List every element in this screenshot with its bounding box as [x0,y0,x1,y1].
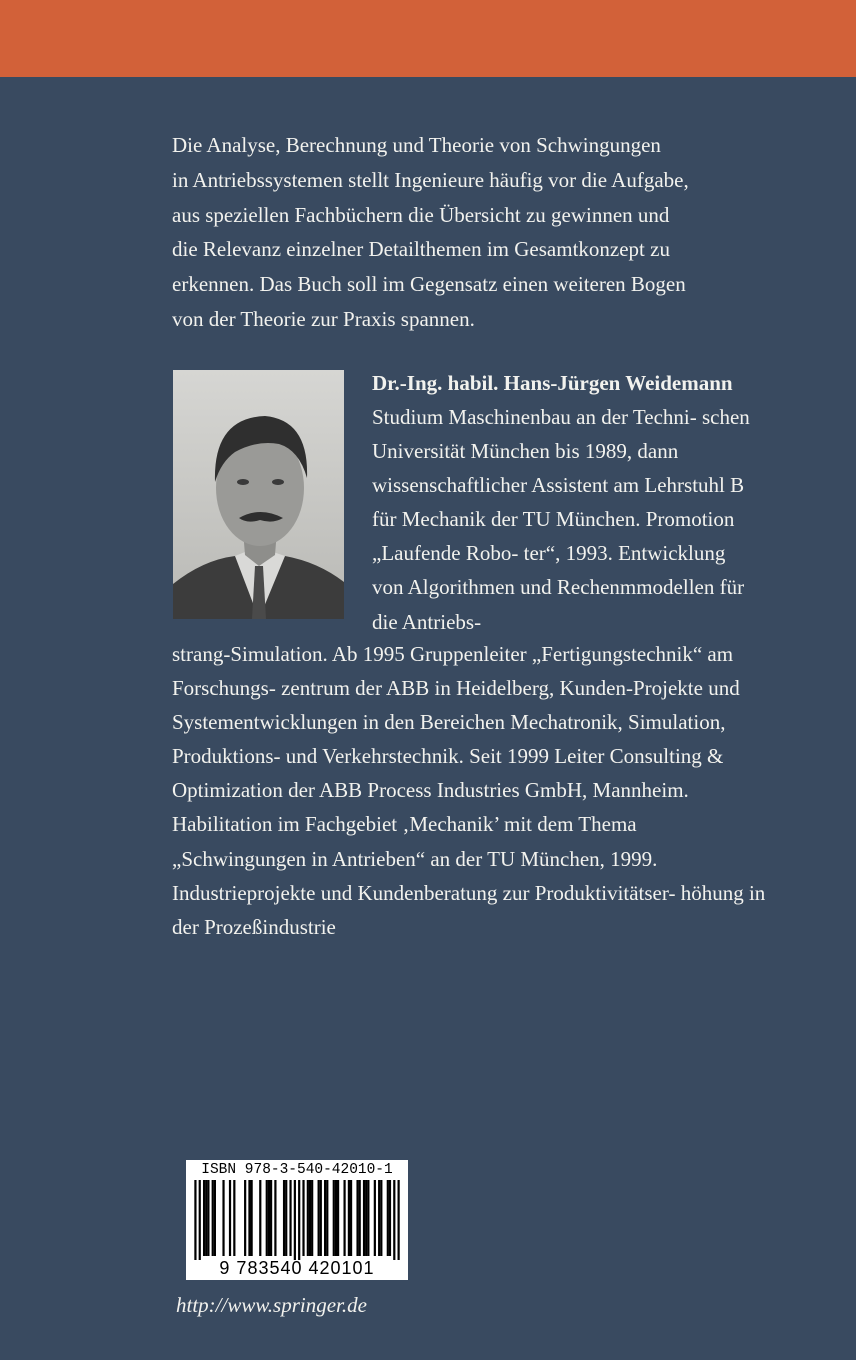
barcode-bar [398,1180,400,1260]
barcode-bar [311,1180,313,1256]
intro-line: die Relevanz einzelner Detailthemen im Gesamtkonzept zu [172,237,670,262]
barcode-bar [307,1180,309,1256]
bio-line: Simulation, Produktions- und Verkehrstechnik. [172,710,726,769]
barcode-bar [378,1180,380,1256]
barcode-bar [199,1180,201,1260]
bio-line: Industrieprojekte und Kundenberatung zur Produktivitätser- [172,880,676,905]
intro-line: erkennen. Das Buch soll im Gegensatz einen weiteren Bogen [172,272,686,297]
intro-paragraph [172,128,752,337]
barcode-bar [222,1180,224,1256]
barcode-bar [229,1180,231,1256]
barcode-bar [374,1180,376,1256]
bio-line: ter“, 1993. Entwicklung von Algorithmen [372,541,726,600]
barcode-bar [194,1180,196,1260]
barcode-bar [387,1180,389,1256]
barcode-bar [266,1180,268,1256]
bio-line: Lehrstuhl B für Mechanik der TU [372,473,745,532]
bio-line: Seit 1999 Leiter Consulting & Optimization der ABB Process [172,744,724,803]
bio-line: Studium Maschinenbau an der Techni- [372,405,697,429]
intro-line: aus speziellen Fachbüchern die Übersicht zu gewinnen und [172,202,670,227]
bio-line: höhung in der Prozeßindustrie [172,880,766,939]
intro-line: Die Analyse, Berechnung und Theorie von Schwingungen [172,133,661,157]
bio-line: Ab 1995 Gruppenleiter „Fertigungstechnik“ am Forschungs- [172,642,734,701]
intro-line: in Antriebssystemen stellt Ingenieure häufig vor die Aufgabe, [172,167,689,192]
bio-line: Systementwicklungen in den Bereichen Mechatronik, [172,710,623,735]
author-bio-full [172,637,772,944]
barcode-bar [298,1180,300,1260]
barcode-bar [367,1180,369,1256]
top-color-band [0,0,856,77]
isbn-label: ISBN 978-3-540-42010-1 [201,1162,393,1178]
bio-line: dann wissenschaftlicher Assistent am [372,439,679,498]
barcode-bar [359,1180,361,1256]
barcode-bar [320,1180,322,1256]
barcode-bar [294,1180,296,1260]
barcode-bar [268,1180,270,1256]
barcode-bar [380,1180,382,1256]
barcode-bar [326,1180,328,1256]
barcode-bar [356,1180,358,1256]
author-name: Dr.-Ing. habil. Hans-Jürgen Weidemann [372,371,733,395]
barcode-bar [335,1180,337,1256]
author-photo [173,370,344,619]
isbn-barcode [186,1160,408,1280]
barcode-digits: 9 783540 420101 [219,1258,375,1278]
bio-line: und Rechenmmodellen für die Antriebs- [372,575,745,634]
barcode-bar [302,1180,304,1256]
barcode-bar [309,1180,311,1256]
barcode-bar [337,1180,339,1256]
barcode-bar [233,1180,235,1256]
barcode-bar [283,1180,285,1256]
barcode-bar [365,1180,367,1256]
bio-line: strang-Simulation. [172,642,328,666]
barcode-bars [190,1180,404,1260]
bio-line: München. Promotion „Laufende Robo- [372,507,735,566]
barcode-bar [274,1180,276,1256]
barcode-bar [389,1180,391,1256]
bio-line: Industries GmbH, Mannheim. [436,778,689,803]
barcode-bar [393,1180,395,1260]
barcode-bar [248,1180,250,1256]
barcode-bar [285,1180,287,1256]
barcode-bar [244,1180,246,1256]
barcode-bar [259,1180,261,1256]
barcode-bar [348,1180,350,1256]
barcode-bar [333,1180,335,1256]
bio-line: zentrum der ABB in Heidelberg, Kunden-Projekte und [281,676,740,701]
barcode-bar [251,1180,253,1256]
barcode-bar [270,1180,272,1256]
author-bio-wrapped [372,400,752,639]
barcode-bar [350,1180,352,1256]
intro-line: von der Theorie zur Praxis spannen. [172,306,475,331]
barcode-bar [203,1180,205,1256]
bio-line: Habilitation im Fachgebiet ‚Mechanik’ mit dem Thema [172,812,637,837]
barcode-bar [289,1180,291,1256]
barcode-bar [212,1180,214,1256]
barcode-bar [207,1180,209,1256]
publisher-url[interactable]: http://www.springer.de [176,1293,367,1317]
barcode-bar [205,1180,207,1256]
barcode-bar [318,1180,320,1256]
barcode-bar [214,1180,216,1256]
barcode-bar [363,1180,365,1256]
bio-line: „Schwingungen in Antrieben“ an der TU München, 1999. [172,846,658,871]
barcode-bar [324,1180,326,1256]
bio-line: schen Universität München bis 1989, [372,405,750,464]
barcode-bar [343,1180,345,1256]
